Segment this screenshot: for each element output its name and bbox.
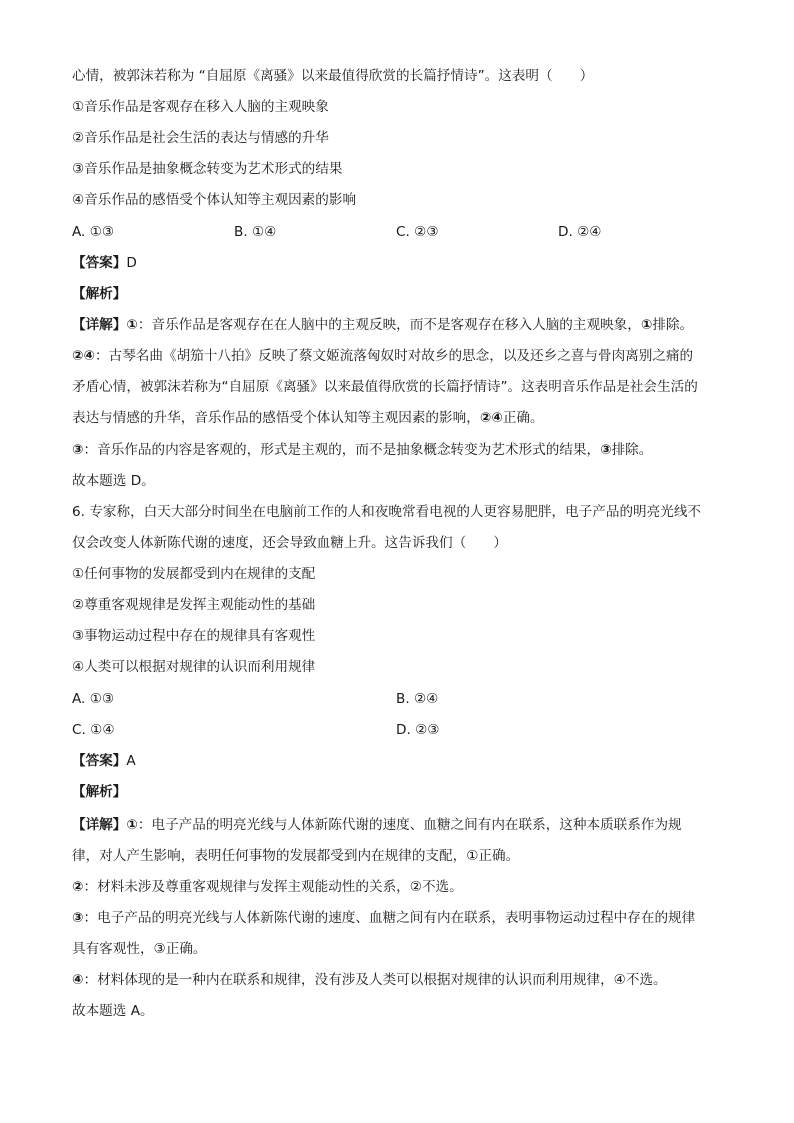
q6-statement-1: ①任何事物的发展都受到内在规律的支配	[72, 566, 316, 582]
q6-detail-1a	[72, 815, 724, 835]
detail-text: ：材料体现的是一种内在联系和规律，没有涉及人类可以根据对规律的认识而利用规律，④不选。	[83, 972, 667, 988]
q5-option-c: C. ②③	[396, 224, 439, 240]
detail-ref: ①	[640, 317, 653, 333]
detail-lead: ③	[72, 442, 84, 458]
q6-detail-4	[72, 970, 724, 990]
detail-text: ：古琴名曲《胡笳十八拍》反映了蔡文姬流落匈奴时对故乡的思念，以及还乡之喜与骨肉离别之痛的	[95, 348, 694, 364]
q5-option-b: B. ①④	[234, 224, 277, 240]
q6-option-b: B. ②④	[396, 691, 439, 707]
detail-text: ：材料未涉及尊重客观规律与发挥主观能动性的关系，②不选。	[83, 879, 463, 895]
q6-stem-2: 仅会改变人体新陈代谢的速度，还会导致血糖上升。这告诉我们（ ）	[72, 535, 507, 551]
q5-statement-4: ④音乐作品的感悟受个体认知等主观因素的影响	[72, 192, 357, 208]
q6-statement-4: ④人类可以根据对规律的认识而利用规律	[72, 659, 316, 675]
q5-detail-1	[72, 315, 724, 335]
q6-option-a: A. ①③	[72, 691, 115, 707]
q5-answer	[72, 253, 724, 273]
answer-tag: 【答案】	[72, 753, 127, 769]
analysis-tag: 【解析】	[72, 784, 127, 800]
detail-verdict: 排除。	[652, 317, 694, 333]
analysis-tag: 【解析】	[72, 286, 127, 302]
answer-value: D	[126, 255, 137, 271]
q5-detail-3	[72, 440, 724, 460]
q6-statement-3: ③事物运动过程中存在的规律具有客观性	[72, 628, 316, 644]
detail-lead: ④	[72, 972, 84, 988]
q5-statement-3: ③音乐作品是抽象概念转变为艺术形式的结果	[72, 161, 343, 177]
detail-lead: ②	[72, 879, 84, 895]
detail-lead: ①	[126, 817, 138, 833]
q6-detail-1b: 律，对人产生影响，表明任何事物的发展都受到内在规律的支配，①正确。	[72, 848, 520, 864]
q6-option-c: C. ①④	[72, 722, 115, 738]
q5-conclusion: 故本题选 D。	[72, 473, 155, 489]
detail-tag: 【详解】	[72, 817, 127, 833]
detail-lead: ①	[126, 317, 138, 333]
q5-detail-2b: 矛盾心情，被郭沫若称为“自屈原《离骚》以来最值得欣赏的长篇抒情诗”。这表明音乐作品是社会生活的	[72, 379, 698, 395]
q5-analysis-tag	[72, 284, 724, 304]
q6-analysis-tag	[72, 782, 724, 802]
q6-option-d: D. ②③	[396, 722, 440, 738]
q5-stem-tail: 心情，被郭沫若称为 “自屈原《离骚》以来最值得欣赏的长篇抒情诗”。这表明（ ）	[72, 68, 594, 84]
q5-detail-2c	[72, 408, 724, 428]
q6-answer	[72, 751, 724, 771]
detail-text: ：电子产品的明亮光线与人体新陈代谢的速度、血糖之间有内在联系，表明事物运动过程中存在的规律	[83, 910, 696, 926]
detail-tag: 【详解】	[72, 317, 127, 333]
detail-text: ：音乐作品的内容是客观的，形式是主观的，而不是抽象概念转变为艺术形式的结果，	[83, 442, 601, 458]
q5-statement-1: ①音乐作品是客观存在移入人脑的主观映象	[72, 99, 329, 115]
detail-verdict: 正确。	[502, 410, 544, 426]
detail-lead: ②④	[72, 348, 96, 364]
answer-value: A	[126, 753, 136, 769]
q5-option-d: D. ②④	[558, 224, 602, 240]
q5-option-a: A. ①③	[72, 224, 115, 240]
detail-verdict: 排除。	[611, 442, 653, 458]
detail-text: ：电子产品的明亮光线与人体新陈代谢的速度、血糖之间有内在联系，这种本质联系作为规	[137, 817, 682, 833]
q5-statement-2: ②音乐作品是社会生活的表达与情感的升华	[72, 130, 329, 146]
q6-stem-1: 6. 专家称，白天大部分时间坐在电脑前工作的人和夜晚常看电视的人更容易肥胖，电子产品的明亮光线不	[72, 504, 702, 520]
detail-ref: ③	[600, 442, 612, 458]
detail-text: 表达与情感的升华，音乐作品的感悟受个体认知等主观因素的影响，	[72, 410, 480, 426]
q6-statement-2: ②尊重客观规律是发挥主观能动性的基础	[72, 597, 316, 613]
q6-detail-3b: 具有客观性，③正确。	[72, 941, 207, 957]
answer-tag: 【答案】	[72, 255, 127, 271]
q6-detail-3a	[72, 908, 724, 928]
detail-lead: ③	[72, 910, 84, 926]
q5-detail-2a	[72, 346, 724, 366]
q6-detail-2	[72, 877, 724, 897]
q6-conclusion: 故本题选 A。	[72, 1003, 154, 1019]
detail-text: ：音乐作品是客观存在在人脑中的主观反映，而不是客观存在移入人脑的主观映象，	[137, 317, 641, 333]
detail-ref: ②④	[479, 410, 503, 426]
